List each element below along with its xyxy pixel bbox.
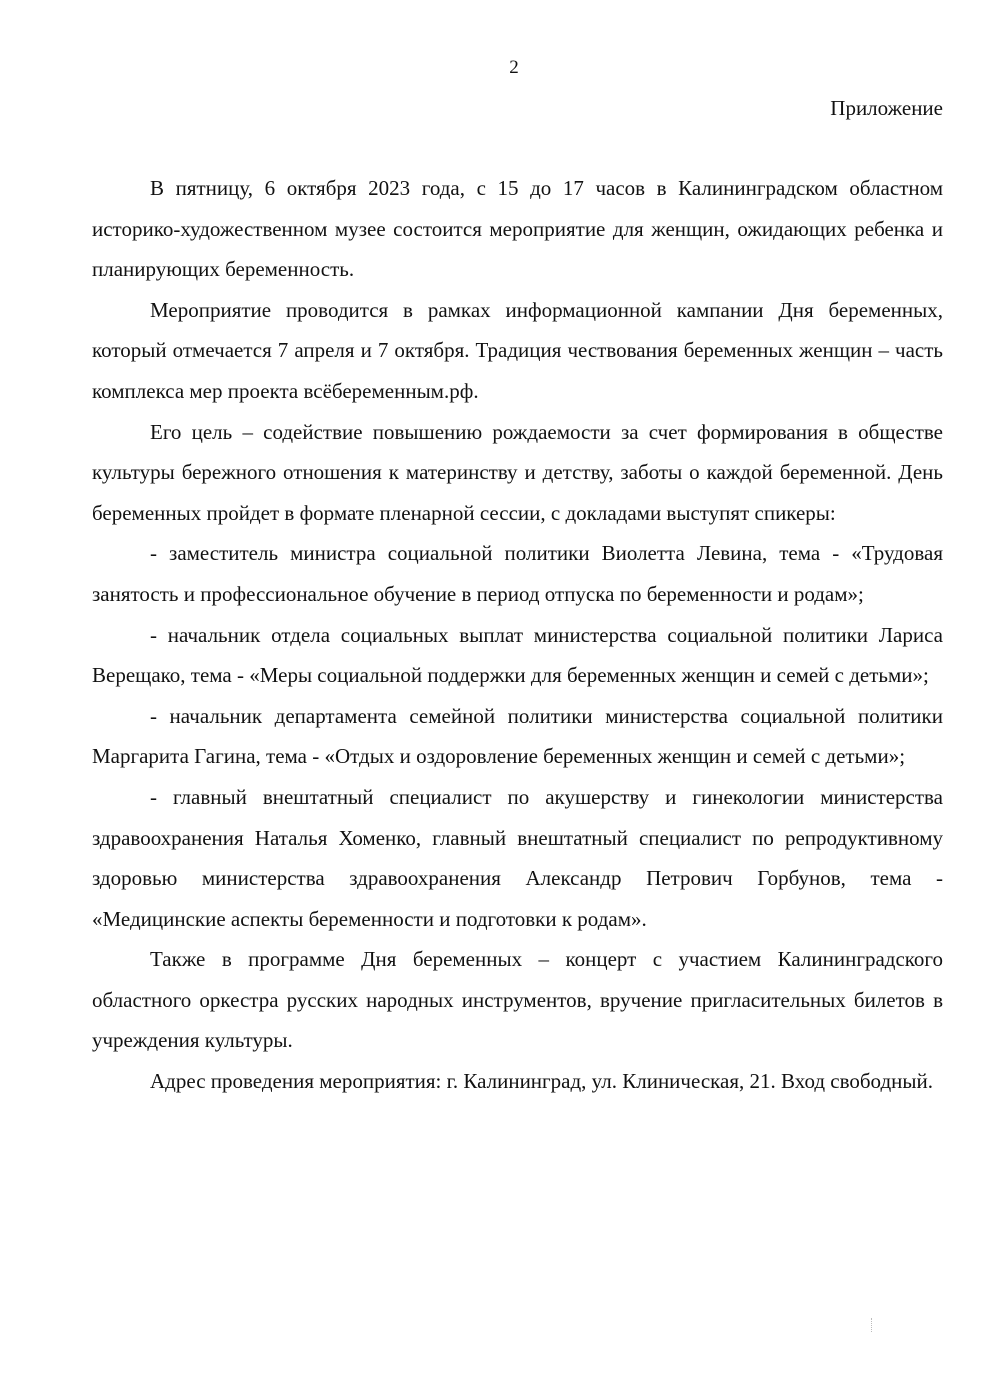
speaker-item-levina: - заместитель министра социальной политики Виолетта Левина, тема - «Трудовая занятость и профессиональное обучение в период отпуска по беременности и родам»; (92, 541, 943, 606)
paragraph-address: Адрес проведения мероприятия: г. Калининград, ул. Клиническая, 21. Вход свободный. (150, 1069, 933, 1094)
document-body (92, 168, 943, 1102)
paragraph-program: Также в программе Дня беременных – концерт с участием Калининградского областного оркестра русских народных инструментов, вручение пригласительных билетов в учреждения культуры. (92, 947, 943, 1053)
speaker-item-khomenko-gorbunov: - главный внештатный специалист по акушерству и гинекологии министерства здравоохранения Наталья Хоменко, главный внештатный специалист по репродуктивному здоровью министерства здравоохранения Александр Петрович Горбунов, тема - «Медицинские аспекты беременности и подготовки к родам». (92, 784, 943, 931)
scan-artifact (871, 1318, 873, 1332)
speaker-item-gagina: - начальник департамента семейной политики министерства социальной политики Маргарита Гагина, тема - «Отдых и оздоровление беременных женщин и семей с детьми»; (92, 703, 943, 769)
appendix-label: Приложение (830, 96, 943, 120)
page-number: 2 (509, 57, 519, 78)
paragraph-event-intro: В пятницу, 6 октября 2023 года, с 15 до 17 часов в Калининградском областном историко-художественном музее состоится мероприятие для женщин, ожидающих ребенка и планирующих беременность. (92, 176, 943, 282)
speaker-item-vereshchako: - начальник отдела социальных выплат министерства социальной политики Лариса Верещако, тема - «Меры социальной поддержки для беременных женщин и семей с детьми»; (92, 622, 943, 688)
paragraph-goal: Его цель – содействие повышению рождаемости за счет формирования в обществе культуры бережного отношения к материнству и детству, заботы о каждой беременной. День беременных пройдет в формате пленарной сессии, с докладами выступят спикеры: (92, 419, 943, 525)
paragraph-campaign: Мероприятие проводится в рамках информационной кампании Дня беременных, который отмечается 7 апреля и 7 октября. Традиция чествования беременных женщин – часть комплекса мер проекта всёбеременным.рф. (92, 297, 943, 403)
